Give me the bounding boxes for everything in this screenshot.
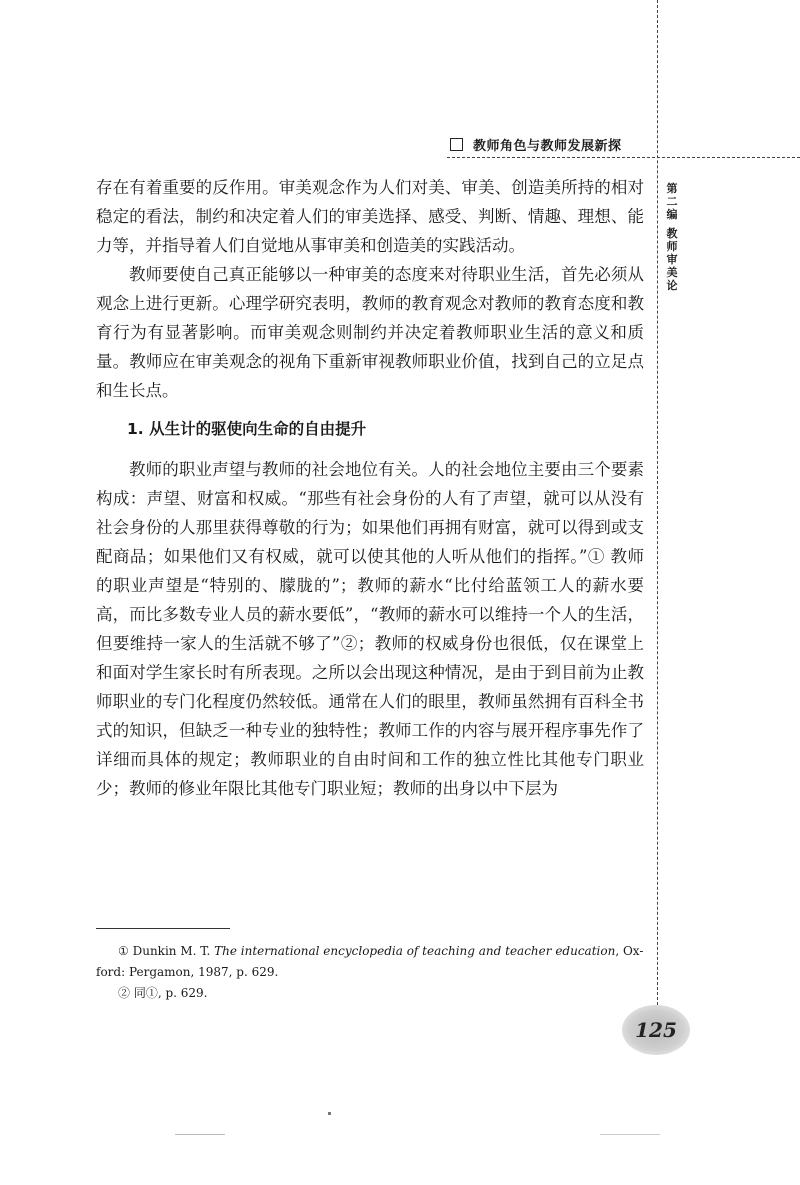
square-bullet-icon bbox=[450, 138, 463, 151]
footnotes bbox=[96, 941, 650, 1004]
footnote-1-title: The international encyclopedia of teaching and teacher education bbox=[214, 944, 616, 958]
paragraph-3: 教师的职业声望与教师的社会地位有关。人的社会地位主要由三个要素构成：声望、财富和权威。“那些有社会身份的人有了声望，就可以从没有社会身份的人那里获得尊敬的行为；如果他们再拥有财富，就可以得到或支配商品；如果他们又有权威，就可以使其他的人听从他们的指挥。”① 教师的职业声望是“特别的、朦胧的”；教师的薪水“比付给蓝领工人的薪水要高，而比多数专业人员的薪水要低”，“教师的薪水可以维持一个人的生活，但要维持一家人的生活就不够了”②；教师的权威身份也很低，仅在课堂上和面对学生家长时有所表现。之所以会出现这种情况，是由于到目前为止教师职业的专门化程度仍然较低。通常在人们的眼里，教师虽然拥有百科全书式的知识，但缺乏一种专业的独特性；教师工作的内容与展开程序事先作了详细而具体的规定；教师职业的自由时间和工作的独立性比其他专门职业少；教师的修业年限比其他专门职业短；教师的出身以中下层为 bbox=[96, 460, 644, 798]
footnote-1 bbox=[96, 941, 650, 962]
scan-speck bbox=[328, 1112, 331, 1115]
paragraph-1: 存在有着重要的反作用。审美观念作为人们对美、审美、创造美所持的相对稳定的看法，制约和决定着人们的审美选择、感受、判断、情趣、理想、能力等，并指导着人们自觉地从事审美和创造美的实践活动。 bbox=[96, 178, 644, 255]
footnote-1-rest: , Ox- bbox=[615, 944, 644, 958]
side-label-title: 教师审美论 bbox=[666, 227, 678, 292]
footnote-1-author: Dunkin M. T. bbox=[132, 944, 211, 958]
vertical-dashed-rule bbox=[657, 0, 658, 1010]
footnote-1-marker: ① bbox=[118, 944, 129, 958]
paragraph-2: 教师要使自己真正能够以一种审美的态度来对待职业生活，首先必须从观念上进行更新。心理学研究表明，教师的教育观念对教师的教育态度和教育行为有显著影响。而审美观念则制约并决定着教师职业生活的意义和质量。教师应在审美观念的视角下重新审视教师职业价值，找到自己的立足点和生长点。 bbox=[96, 265, 644, 400]
side-label-part: 第二编 bbox=[666, 182, 678, 221]
footnote-1-continued: ford: Pergamon, 1987, p. 629. bbox=[96, 965, 279, 979]
side-label bbox=[664, 182, 680, 292]
section-heading: 1. 从生计的驱使向生命的自由提升 bbox=[127, 420, 367, 438]
page-number-badge bbox=[622, 1005, 690, 1055]
scan-speck bbox=[175, 1134, 225, 1135]
scan-speck bbox=[600, 1134, 660, 1135]
running-head bbox=[450, 135, 646, 154]
running-head-text: 教师角色与教师发展新探 bbox=[473, 139, 622, 154]
body-text bbox=[96, 173, 644, 803]
footnote-2: ② 同①, p. 629. bbox=[118, 986, 208, 1000]
page-number: 125 bbox=[635, 1018, 677, 1042]
footnote-rule bbox=[96, 928, 230, 929]
header-dashed-rule bbox=[447, 157, 800, 158]
